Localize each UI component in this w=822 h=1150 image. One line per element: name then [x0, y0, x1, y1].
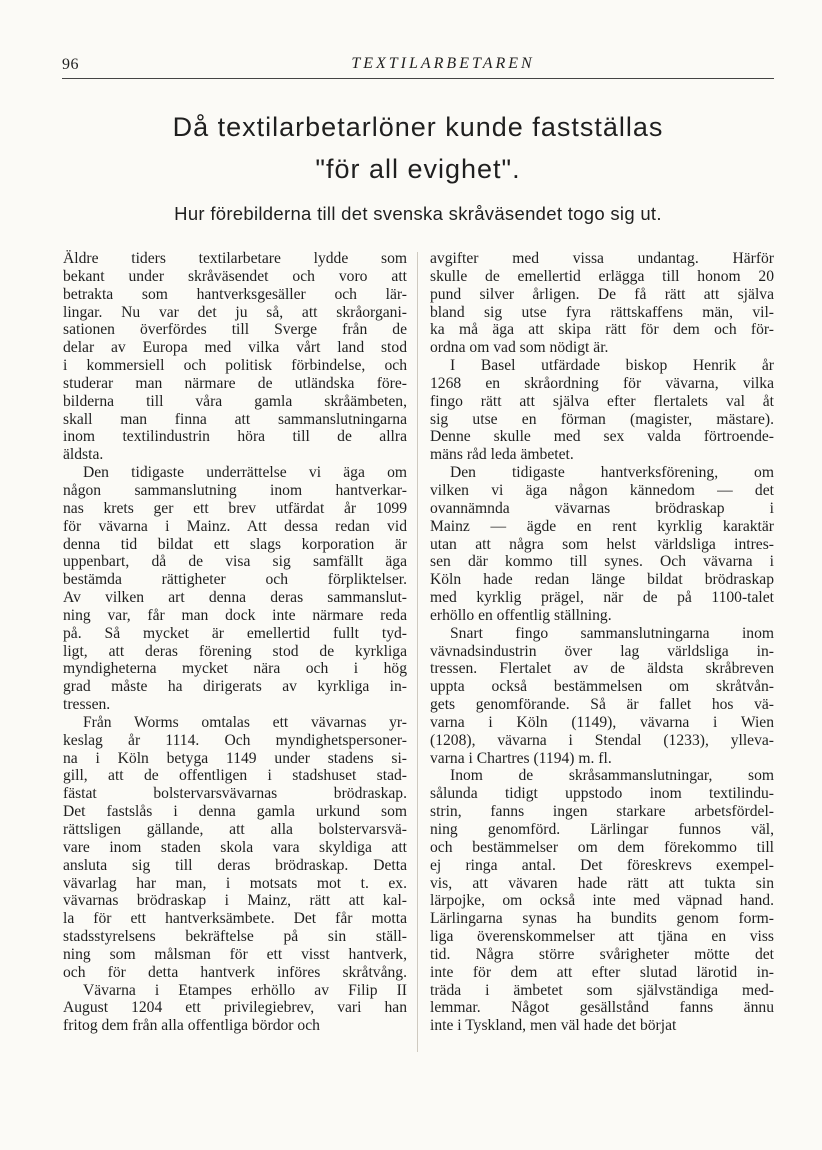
text-line: ning genomförd. Lärlingar funnos väl,: [430, 821, 774, 838]
text-line: Denne skulle med sex valda förtroende-: [430, 428, 774, 446]
text-line: rättsligen gällande, att alla bolstervarsvä-: [63, 821, 407, 838]
text-line: ordna om vad som nödigt är.: [430, 339, 609, 357]
text-line: sen där kommo till synes. Och vävarna i: [430, 553, 774, 571]
text-line: i kommersiell och politisk förbindelse, och: [63, 357, 407, 375]
text-line: myndigheterna mycket nära och i hög: [63, 660, 407, 678]
text-line: betrakta som hantverksgesäller och lär-: [63, 285, 407, 303]
text-line: nas krets ger ett brev utfärdat år 1099: [63, 499, 407, 517]
text-line: uppenbart, då de visa sig samfällt äga: [63, 553, 407, 571]
article-title-line-2: "för all evighet".: [315, 154, 521, 184]
text-line: Lärlingarna synas ha bundits genom form-: [430, 910, 774, 928]
running-title: TEXTILARBETAREN: [351, 55, 535, 72]
text-line: vävnadsindustrin över lag världsliga in-: [430, 642, 774, 660]
text-line: ning var, får man dock inte närmare reda: [63, 606, 407, 624]
text-line: fästat bolstervarsvävarnas brödraskap.: [63, 785, 407, 803]
page-number: 96: [62, 56, 79, 73]
text-line: inte för dem att efter slutad lärotid in-: [430, 963, 774, 981]
text-line: sig utse en förman (magister, mästare).: [430, 410, 774, 428]
text-line: ning som målsman för ett visst hantverk,: [63, 945, 407, 963]
text-line: bland sig utse fyra rättskaffens män, vil-: [430, 303, 774, 321]
text-line: Köln hade redan länge bildat brödraskap: [430, 571, 774, 589]
text-line: vis, att vävaren hade rätt att tukta sin: [430, 874, 774, 892]
text-line: Vävarna i Etampes erhöllo av Filip II: [83, 981, 407, 999]
text-line: erhöllo en offentlig ställning.: [430, 606, 612, 624]
text-line: Mainz — ägde en rent kyrklig karaktär: [430, 517, 774, 535]
text-line: ligt, att deras förening stod de kyrkliga: [63, 642, 407, 660]
text-line: och bestämmelser om dem förekommo till: [430, 838, 774, 856]
right-column: [430, 250, 774, 1035]
text-line: strin, fanns ingen starkare arbetsfördel-: [430, 803, 774, 821]
column-divider: [417, 252, 418, 1052]
text-line: August 1204 ett privilegiebrev, vari han: [63, 999, 407, 1017]
text-line: fingo rätt att själva efter flertalets val åt: [430, 392, 774, 410]
text-line: uppta också bestämmelsen om skråtvån-: [430, 678, 774, 696]
text-line: gets genomförande. Så är fallet hos vä-: [430, 696, 774, 714]
text-line: tid. Några större svårigheter mötte det: [430, 945, 774, 963]
text-line: äldsta.: [63, 446, 104, 464]
text-line: stadsstyrelsens bekräftelse på sin ställ-: [63, 928, 407, 946]
text-line: ansluta sig till deras brödraskap. Detta: [63, 856, 407, 874]
text-line: vävarlag har man, i motsats mot t. ex.: [63, 874, 407, 892]
text-line: skall man finna att sammanslutningarna: [63, 410, 407, 428]
text-line: lingar. Nu var det ju så, att skråorgani-: [63, 303, 407, 321]
text-line: med kyrklig prägel, när de på 1100-talet: [430, 589, 774, 607]
text-line: vävarnas brödraskap i Mainz, rätt att kal-: [63, 892, 407, 910]
text-line: och för detta hantverk införes skråtvång.: [63, 963, 407, 981]
text-line: tressen.: [63, 696, 111, 714]
text-line: Äldre tiders textilarbetare lydde som: [63, 250, 407, 267]
text-line: Det fastslås i denna gamla urkund som: [63, 803, 407, 821]
text-line: bestämda rättigheter och förpliktelser.: [63, 571, 407, 589]
text-line: keslag år 1114. Och myndighetspersoner-: [63, 731, 407, 749]
text-line: på. Så mycket är emellertid fullt tyd-: [63, 624, 407, 642]
text-line: för vävarna i Mainz. Att dessa redan vid: [63, 517, 407, 535]
text-line: ovannämnda vävarnas brödraskap i: [430, 499, 774, 517]
text-line: pund silver årligen. De få rätt att själva: [430, 285, 774, 303]
text-line: (1208), vävarna i Stendal (1233), ylleva-: [430, 731, 774, 749]
text-line: inte i Tyskland, men väl hade det börjat: [430, 1017, 677, 1035]
text-line: avgifter med vissa undantag. Härför: [430, 250, 774, 267]
article-title-line-1: Då textilarbetarlöner kunde fastställas: [172, 112, 664, 142]
text-line: Av vilken art denna deras sammanslut-: [63, 589, 407, 607]
text-line: varna i Chartres (1194) m. fl.: [430, 749, 612, 767]
text-line: varna i Köln (1149), vävarna i Wien: [430, 713, 774, 731]
text-line: Den tidigaste hantverksförening, om: [450, 464, 774, 482]
text-line: tressen. Flertalet av de äldsta skråbreven: [430, 660, 774, 678]
text-line: bilderna till våra gamla skråämbeten,: [63, 392, 407, 410]
text-line: I Basel utfärdade biskop Henrik år: [450, 357, 774, 375]
text-line: grad måste ha dirigerats av kyrkliga in-: [63, 678, 407, 696]
text-line: utan att några som helst världsliga intres-: [430, 535, 774, 553]
text-line: la för ett hantverksämbete. Det får motta: [63, 910, 407, 928]
text-line: vare inom staden skola vara skyldiga att: [63, 838, 407, 856]
text-line: Snart fingo sammanslutningarna inom: [450, 624, 774, 642]
text-line: sationen överfördes till Sverge från de: [63, 321, 407, 339]
text-line: fritog dem från alla offentliga bördor och: [63, 1017, 320, 1035]
text-line: bekant under skråväsendet och voro att: [63, 267, 407, 285]
text-line: skulle de emellertid erlägga till honom 20: [430, 267, 774, 285]
text-line: ka må äga att skipa rätt för dem och för-: [430, 321, 774, 339]
left-column: [63, 250, 407, 1035]
text-line: na i Köln betyga 1149 under stadens si-: [63, 749, 407, 767]
text-line: denna tid bildat ett slags korporation är: [63, 535, 407, 553]
text-line: 1268 en skråordning för vävarna, vilka: [430, 374, 774, 392]
running-header: [62, 52, 774, 79]
text-line: liga överenskommelser att tjäna en viss: [430, 928, 774, 946]
text-line: studerar man närmare de utländska före-: [63, 374, 407, 392]
text-line: lärpojke, om också inte med väpnad hand.: [430, 892, 774, 910]
text-line: delar av Europa med vilka vårt land stod: [63, 339, 407, 357]
text-line: träda i ämbetet som självständiga med-: [430, 981, 774, 999]
text-line: Den tidigaste underrättelse vi äga om: [83, 464, 407, 482]
text-line: sålunda tidigt uppstodo inom textilindu-: [430, 785, 774, 803]
text-line: ej ringa antal. Det föreskrevs exempel-: [430, 856, 774, 874]
text-line: vilken vi äga någon kännedom — det: [430, 481, 774, 499]
text-line: Från Worms omtalas ett vävarnas yr-: [83, 713, 407, 731]
text-line: någon sammanslutning inom hantverkar-: [63, 481, 407, 499]
text-line: Inom de skråsammanslutningar, som: [450, 767, 774, 785]
text-line: inom textilindustrin höra till de allra: [63, 428, 407, 446]
article-subtitle: Hur förebilderna till det svenska skråväsendet togo sig ut.: [174, 203, 662, 224]
text-line: lemmar. Något gesällstånd fanns ännu: [430, 999, 774, 1017]
text-line: gill, att de offentligen i stadshuset stad-: [63, 767, 407, 785]
text-line: mäns råd leda ämbetet.: [430, 446, 574, 464]
